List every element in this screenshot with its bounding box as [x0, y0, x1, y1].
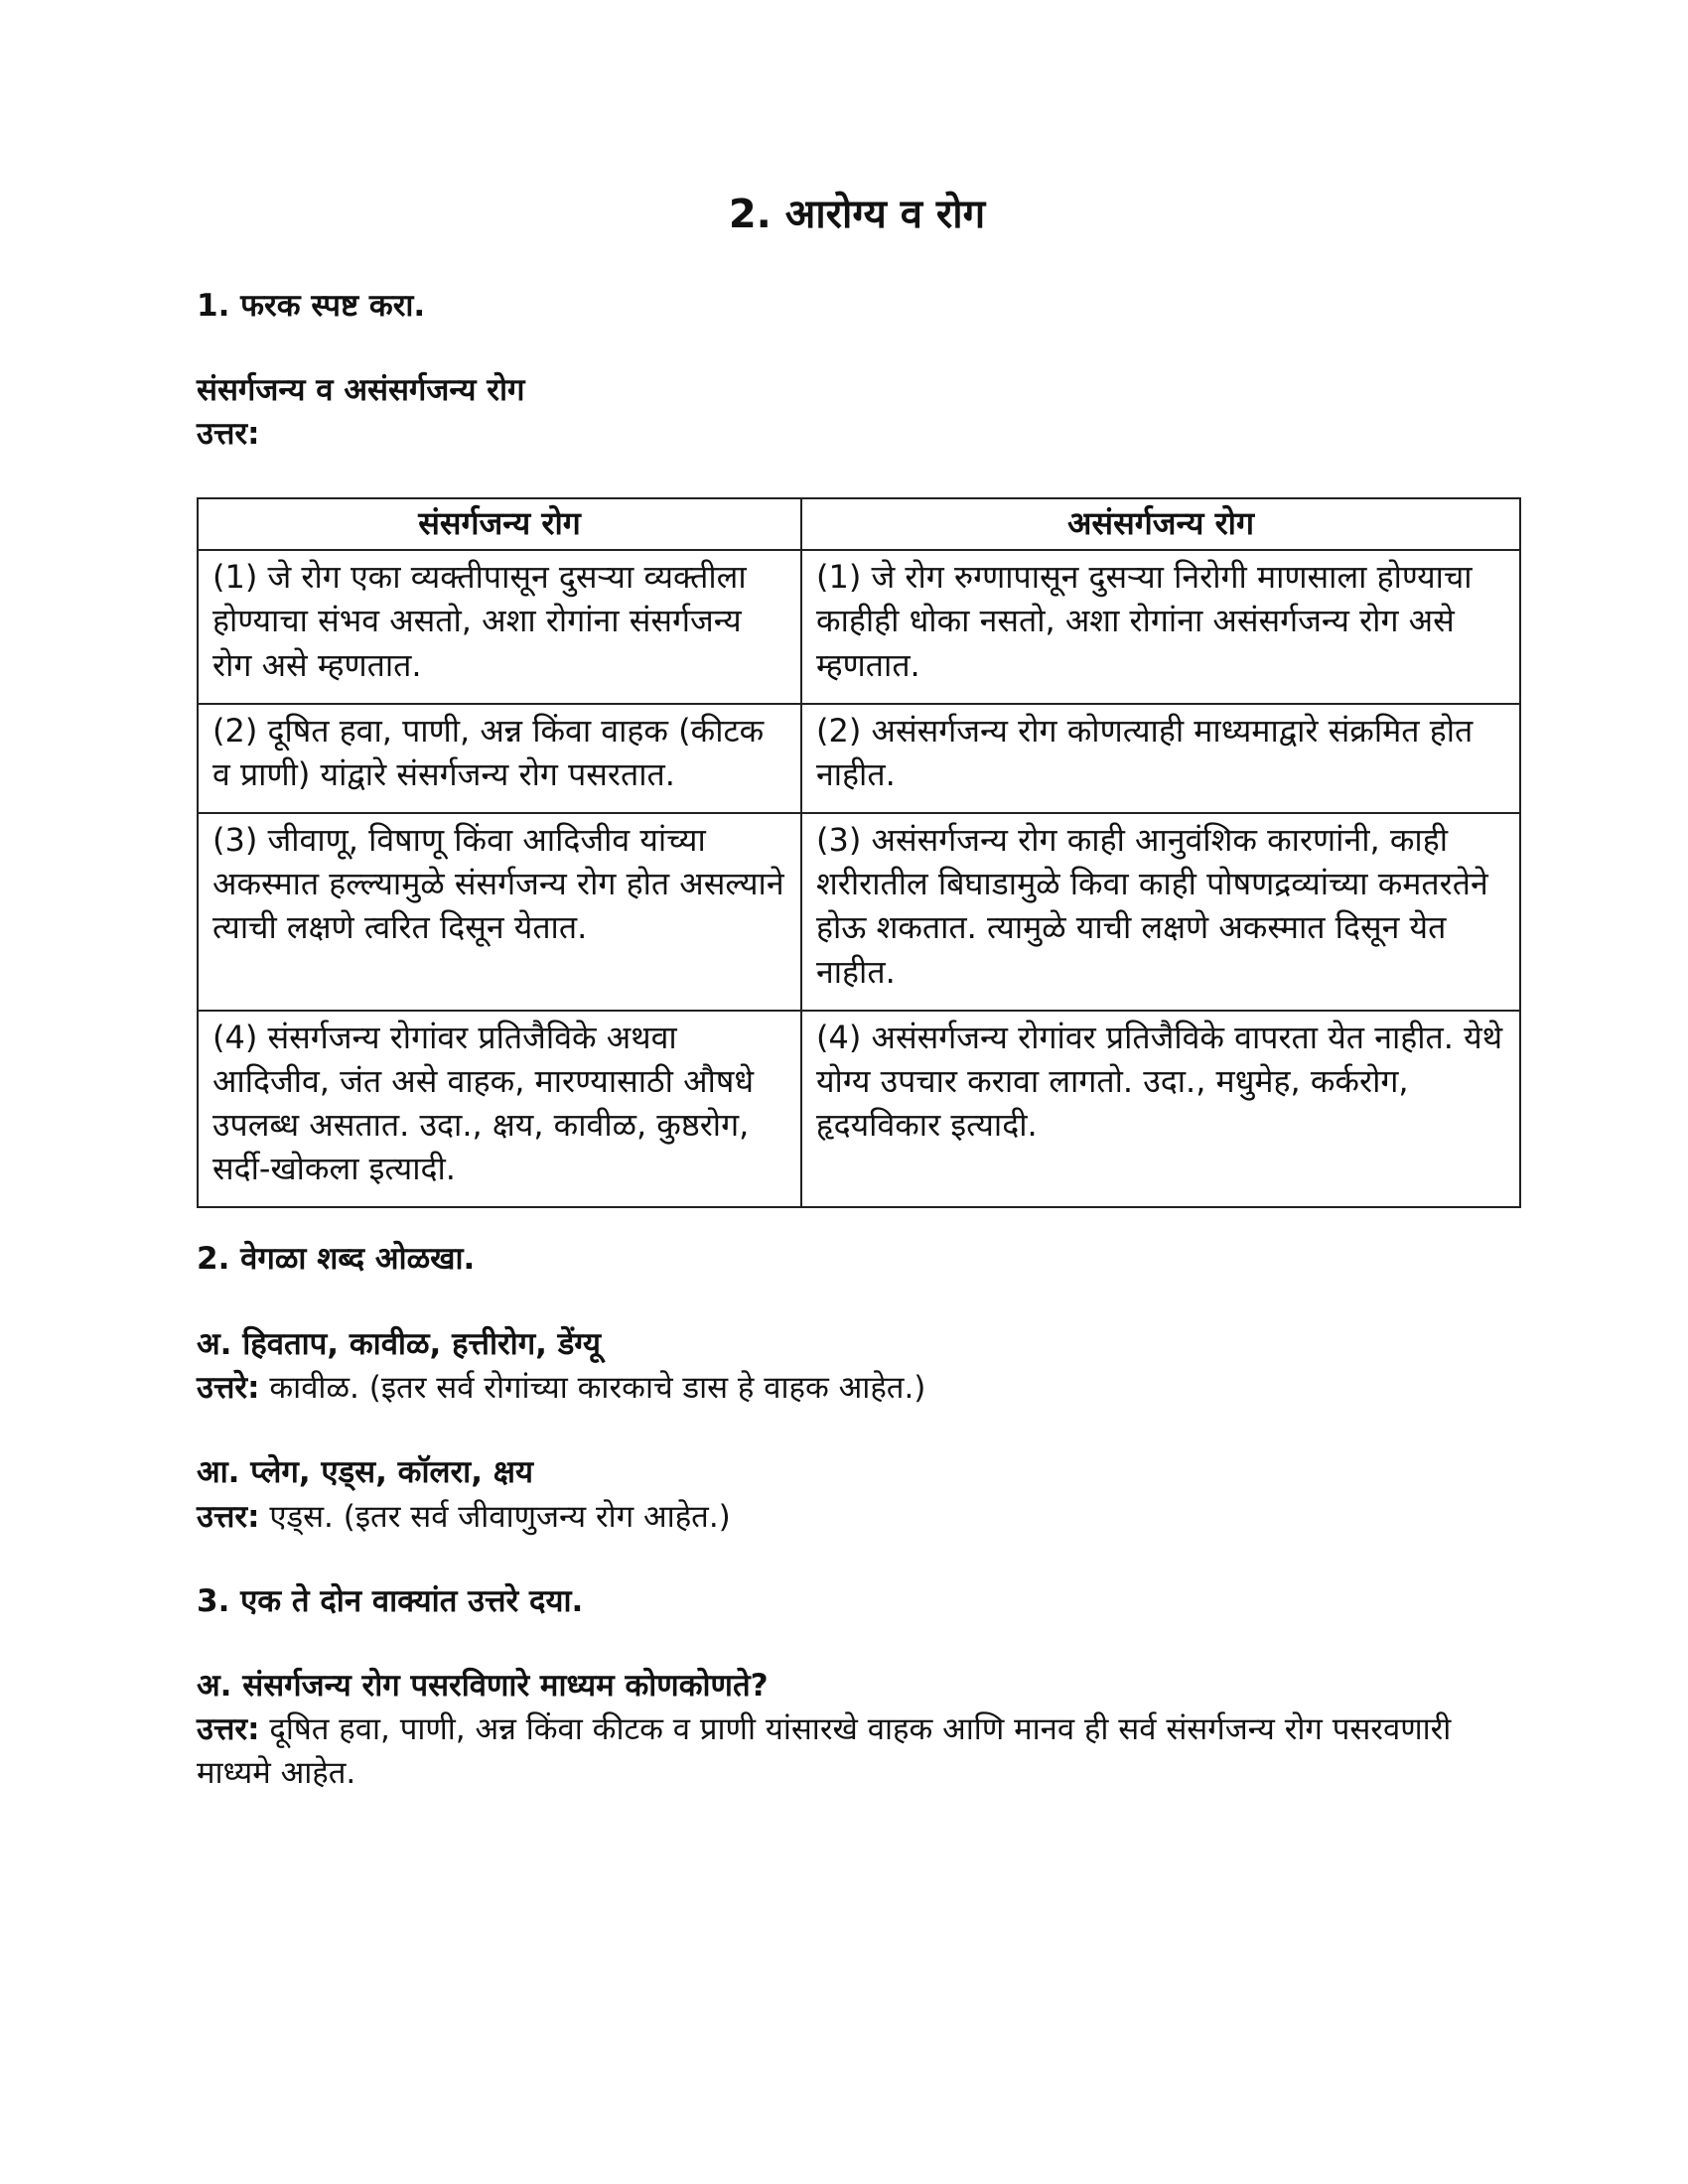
table-cell: (2) असंसर्गजन्य रोग कोणत्याही माध्यमाद्वारे संक्रमित होत नाहीत.: [801, 704, 1520, 813]
document-page: [197, 189, 1517, 1795]
table-row: [198, 550, 1520, 703]
answer-3a: [197, 1707, 1517, 1795]
comparison-table: [197, 497, 1521, 1208]
question-2-heading: 2. वेगळा शब्द ओळखा.: [197, 1241, 476, 1278]
answer-2b: [197, 1495, 1517, 1539]
question-1-heading: 1. फरक स्पष्ट करा.: [197, 288, 426, 324]
answer-text: दूषित हवा, पाणी, अन्न किंवा कीटक व प्राणी यांसारखे वाहक आणि मानव ही सर्व संसर्गजन्य रोग पसरवणारी माध्यमे आहेत.: [197, 1711, 1452, 1792]
table-cell: (3) जीवाणू, विषाणू किंवा आदिजीव यांच्या अकस्मात हल्ल्यामुळे संसर्गजन्य रोग होत असल्याने त्याची लक्षणे त्वरित दिसून येतात.: [198, 813, 801, 1011]
table-row: [198, 704, 1520, 813]
table-header-communicable: संसर्गजन्य रोग: [198, 498, 801, 550]
table-cell: (1) जे रोग रुग्णापासून दुसऱ्या निरोगी माणसाला होण्याचा काहीही धोका नसतो, अशा रोगांना असंसर्गजन्य रोग असे म्हणतात.: [801, 550, 1520, 703]
page-title: 2. आरोग्य व रोग: [728, 192, 986, 237]
question-3-heading: 3. एक ते दोन वाक्यांत उत्तरे दया.: [197, 1582, 584, 1619]
answer-text: कावीळ. (इतर सर्व रोगांच्या कारकाचे डास हे वाहक आहेत.): [259, 1370, 926, 1407]
answer-label: उत्तर:: [197, 1711, 260, 1748]
question-2b: आ. प्लेग, एड्स, कॉलरा, क्षय: [197, 1454, 533, 1491]
question-1-answer-label: उत्तर:: [197, 415, 260, 452]
table-cell: (3) असंसर्गजन्य रोग काही आनुवंशिक कारणांनी, काही शरीरातील बिघाडामुळे किवा काही पोषणद्रव्यांच्या कमतरतेने होऊ शकतात. त्यामुळे याची लक्षणे अकस्मात दिसून येत नाहीत.: [801, 813, 1520, 1011]
table-cell: (4) संसर्गजन्य रोगांवर प्रतिजैविके अथवा आदिजीव, जंत असे वाहक, मारण्यासाठी औषधे उपलब्ध असतात. उदा., क्षय, कावीळ, कुष्ठरोग, सर्दी-खोकला इत्यादी.: [198, 1011, 801, 1208]
question-3a: अ. संसर्गजन्य रोग पसरविणारे माध्यम कोणकोणते?: [197, 1667, 769, 1704]
question-1-subheading: संसर्गजन्य व असंसर्गजन्य रोग: [197, 372, 525, 409]
answer-label: उत्तर:: [197, 1498, 260, 1535]
answer-text: एड्स. (इतर सर्व जीवाणुजन्य रोग आहेत.): [259, 1498, 731, 1535]
table-row: [198, 813, 1520, 1011]
answer-label: उत्तरे:: [197, 1370, 260, 1407]
question-2a: अ. हिवताप, कावीळ, हत्तीरोग, डेंग्यू: [197, 1325, 602, 1362]
table-cell: (2) दूषित हवा, पाणी, अन्न किंवा वाहक (कीटक व प्राणी) यांद्वारे संसर्गजन्य रोग पसरतात.: [198, 704, 801, 813]
table-header-non-communicable: असंसर्गजन्य रोग: [801, 498, 1520, 550]
table-row: [198, 1011, 1520, 1208]
table-header-row: [198, 498, 1520, 550]
table-cell: (1) जे रोग एका व्यक्तीपासून दुसऱ्या व्यक्तीला होण्याचा संभव असतो, अशा रोगांना संसर्गजन्य रोग असे म्हणतात.: [198, 550, 801, 703]
answer-2a: [197, 1366, 1517, 1410]
table-cell: (4) असंसर्गजन्य रोगांवर प्रतिजैविके वापरता येत नाहीत. येथे योग्य उपचार करावा लागतो. उदा., मधुमेह, कर्करोग, हृदयविकार इत्यादी.: [801, 1011, 1520, 1208]
